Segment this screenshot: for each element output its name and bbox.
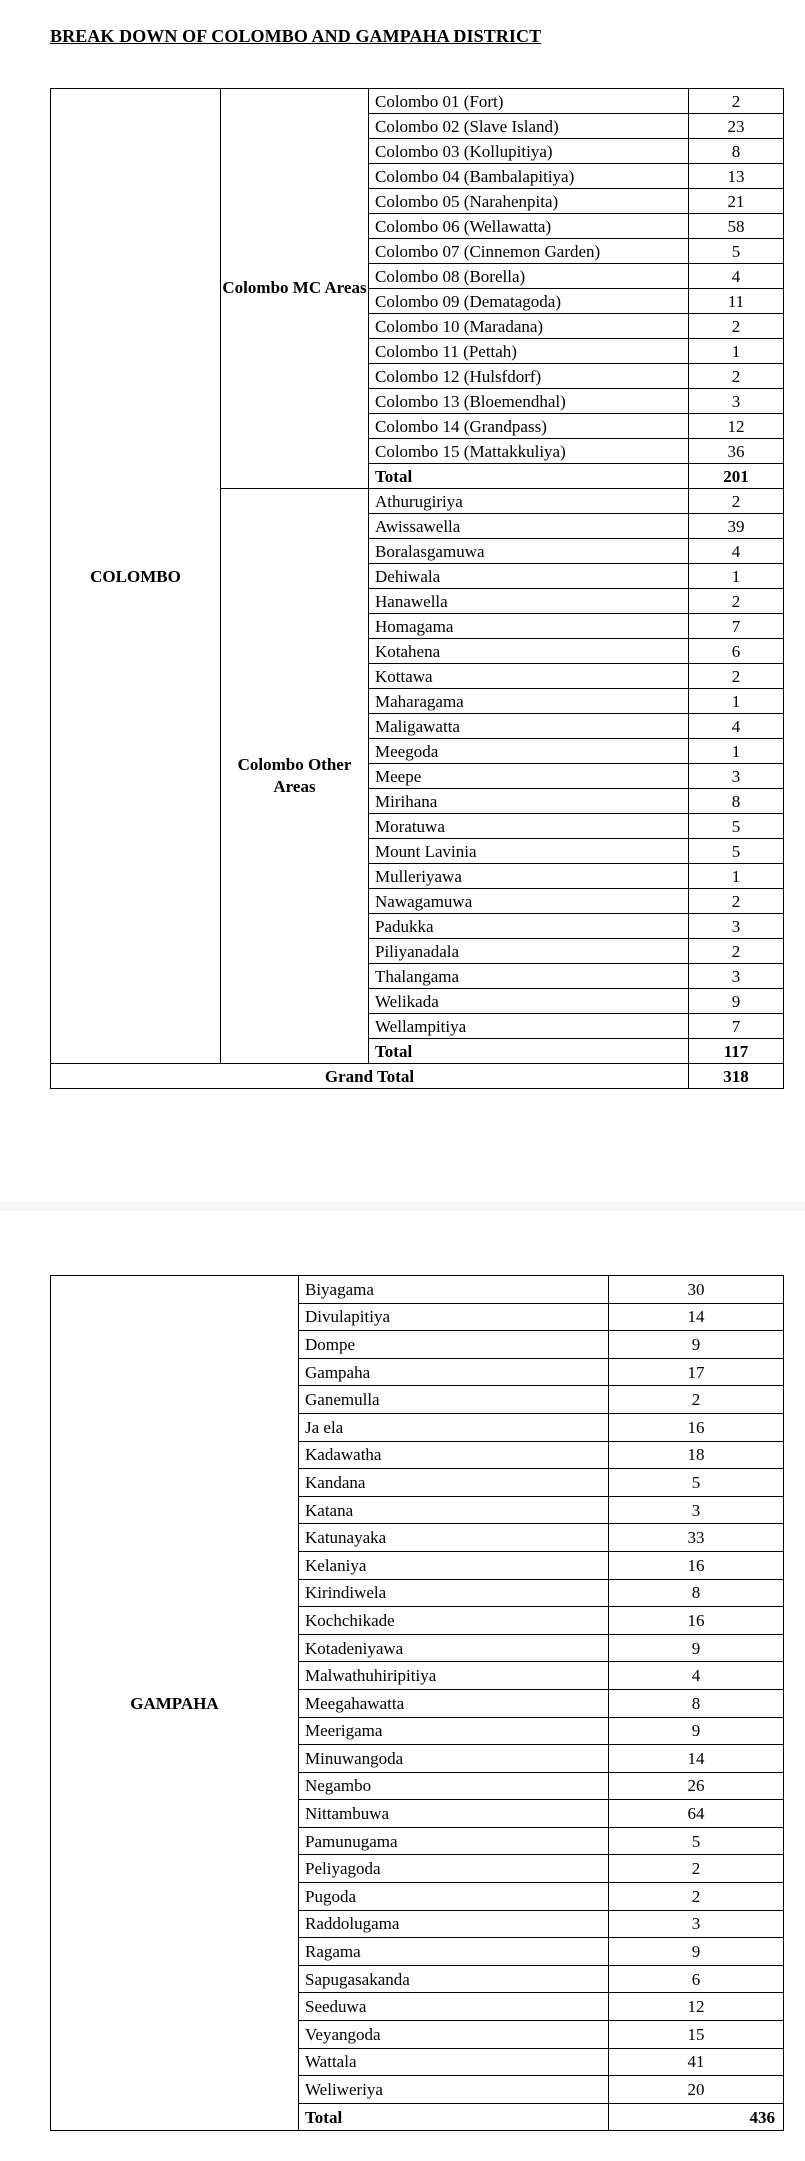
count-cell: 9 (609, 1331, 784, 1359)
subtotal-label: Total (369, 1039, 689, 1064)
area-name-cell: Pugoda (299, 1883, 609, 1911)
count-cell: 3 (609, 1910, 784, 1938)
count-cell: 3 (689, 764, 784, 789)
area-name-cell: Pamunugama (299, 1827, 609, 1855)
area-name-cell: Colombo 08 (Borella) (369, 264, 689, 289)
count-cell: 2 (689, 889, 784, 914)
area-name-cell: Maligawatta (369, 714, 689, 739)
count-cell: 7 (689, 1014, 784, 1039)
area-name-cell: Kochchikade (299, 1607, 609, 1635)
count-cell: 26 (609, 1772, 784, 1800)
area-name-cell: Colombo 02 (Slave Island) (369, 114, 689, 139)
gampaha-table (50, 1275, 784, 2131)
count-cell: 7 (689, 614, 784, 639)
area-name-cell: Kelaniya (299, 1551, 609, 1579)
area-name-cell: Colombo 01 (Fort) (369, 89, 689, 114)
count-cell: 3 (609, 1496, 784, 1524)
area-name-cell: Homagama (369, 614, 689, 639)
count-cell: 2 (689, 89, 784, 114)
area-name-cell: Dehiwala (369, 564, 689, 589)
district-cell-colombo: COLOMBO (51, 89, 221, 1064)
count-cell: 2 (689, 939, 784, 964)
count-cell: 5 (609, 1469, 784, 1497)
area-name-cell: Colombo 09 (Dematagoda) (369, 289, 689, 314)
count-cell: 4 (609, 1662, 784, 1690)
area-name-cell: Malwathuhiripitiya (299, 1662, 609, 1690)
area-name-cell: Colombo 07 (Cinnemon Garden) (369, 239, 689, 264)
area-name-cell: Dompe (299, 1331, 609, 1359)
area-name-cell: Colombo 03 (Kollupitiya) (369, 139, 689, 164)
area-name-cell: Weliweriya (299, 2076, 609, 2104)
count-cell: 9 (609, 1938, 784, 1966)
area-name-cell: Ja ela (299, 1413, 609, 1441)
total-label: Total (299, 2103, 609, 2131)
count-cell: 17 (609, 1358, 784, 1386)
area-name-cell: Colombo 12 (Hulsfdorf) (369, 364, 689, 389)
count-cell: 9 (609, 1717, 784, 1745)
area-name-cell: Padukka (369, 914, 689, 939)
count-cell: 2 (609, 1386, 784, 1414)
count-cell: 2 (689, 314, 784, 339)
document-page-2 (0, 1211, 805, 2161)
area-name-cell: Athurugiriya (369, 489, 689, 514)
area-name-cell: Colombo 13 (Bloemendhal) (369, 389, 689, 414)
count-cell: 8 (609, 1689, 784, 1717)
count-cell: 8 (689, 789, 784, 814)
area-name-cell: Meegoda (369, 739, 689, 764)
area-name-cell: Moratuwa (369, 814, 689, 839)
subtotal-value: 117 (689, 1039, 784, 1064)
area-name-cell: Nawagamuwa (369, 889, 689, 914)
count-cell: 16 (609, 1551, 784, 1579)
area-name-cell: Kadawatha (299, 1441, 609, 1469)
count-cell: 1 (689, 339, 784, 364)
area-name-cell: Meerigama (299, 1717, 609, 1745)
table-row (51, 1276, 784, 1304)
count-cell: 2 (689, 364, 784, 389)
area-name-cell: Peliyagoda (299, 1855, 609, 1883)
area-name-cell: Minuwangoda (299, 1745, 609, 1773)
count-cell: 21 (689, 189, 784, 214)
count-cell: 2 (689, 664, 784, 689)
count-cell: 3 (689, 914, 784, 939)
area-name-cell: Wattala (299, 2048, 609, 2076)
count-cell: 15 (609, 2021, 784, 2049)
count-cell: 16 (609, 1413, 784, 1441)
count-cell: 8 (689, 139, 784, 164)
area-name-cell: Maharagama (369, 689, 689, 714)
count-cell: 39 (689, 514, 784, 539)
area-name-cell: Kottawa (369, 664, 689, 689)
count-cell: 14 (609, 1745, 784, 1773)
area-name-cell: Veyangoda (299, 2021, 609, 2049)
area-name-cell: Colombo 15 (Mattakkuliya) (369, 439, 689, 464)
count-cell: 30 (609, 1276, 784, 1304)
area-name-cell: Mount Lavinia (369, 839, 689, 864)
count-cell: 41 (609, 2048, 784, 2076)
area-name-cell: Colombo 14 (Grandpass) (369, 414, 689, 439)
count-cell: 14 (609, 1303, 784, 1331)
area-name-cell: Kotadeniyawa (299, 1634, 609, 1662)
count-cell: 1 (689, 864, 784, 889)
district-cell-gampaha: GAMPAHA (51, 1276, 299, 2131)
area-name-cell: Gampaha (299, 1358, 609, 1386)
count-cell: 4 (689, 264, 784, 289)
count-cell: 20 (609, 2076, 784, 2104)
area-name-cell: Kotahena (369, 639, 689, 664)
count-cell: 13 (689, 164, 784, 189)
area-name-cell: Meegahawatta (299, 1689, 609, 1717)
area-name-cell: Colombo 06 (Wellawatta) (369, 214, 689, 239)
area-name-cell: Ganemulla (299, 1386, 609, 1414)
area-name-cell: Kirindiwela (299, 1579, 609, 1607)
count-cell: 12 (609, 1993, 784, 2021)
table-row (51, 89, 784, 114)
area-name-cell: Boralasgamuwa (369, 539, 689, 564)
area-name-cell: Katana (299, 1496, 609, 1524)
area-name-cell: Wellampitiya (369, 1014, 689, 1039)
count-cell: 6 (609, 1965, 784, 1993)
area-name-cell: Katunayaka (299, 1524, 609, 1552)
count-cell: 16 (609, 1607, 784, 1635)
grand-total-row (51, 1064, 784, 1089)
count-cell: 33 (609, 1524, 784, 1552)
area-name-cell: Ragama (299, 1938, 609, 1966)
count-cell: 23 (689, 114, 784, 139)
area-cell-mc: Colombo MC Areas (221, 89, 369, 489)
count-cell: 1 (689, 564, 784, 589)
area-name-cell: Divulapitiya (299, 1303, 609, 1331)
count-cell: 5 (689, 814, 784, 839)
total-value: 436 (609, 2103, 784, 2131)
count-cell: 9 (689, 989, 784, 1014)
count-cell: 2 (609, 1855, 784, 1883)
area-cell-other: Colombo Other Areas (221, 489, 369, 1064)
count-cell: 1 (689, 739, 784, 764)
count-cell: 64 (609, 1800, 784, 1828)
count-cell: 6 (689, 639, 784, 664)
area-name-cell: Colombo 04 (Bambalapitiya) (369, 164, 689, 189)
area-name-cell: Sapugasakanda (299, 1965, 609, 1993)
area-name-cell: Mulleriyawa (369, 864, 689, 889)
count-cell: 5 (689, 839, 784, 864)
count-cell: 11 (689, 289, 784, 314)
area-name-cell: Biyagama (299, 1276, 609, 1304)
area-name-cell: Colombo 05 (Narahenpita) (369, 189, 689, 214)
count-cell: 58 (689, 214, 784, 239)
area-name-cell: Colombo 11 (Pettah) (369, 339, 689, 364)
area-name-cell: Awissawella (369, 514, 689, 539)
count-cell: 18 (609, 1441, 784, 1469)
area-name-cell: Hanawella (369, 589, 689, 614)
count-cell: 3 (689, 389, 784, 414)
area-name-cell: Thalangama (369, 964, 689, 989)
subtotal-value: 201 (689, 464, 784, 489)
grand-total-value: 318 (689, 1064, 784, 1089)
count-cell: 2 (689, 489, 784, 514)
area-name-cell: Meepe (369, 764, 689, 789)
area-name-cell: Seeduwa (299, 1993, 609, 2021)
subtotal-label: Total (369, 464, 689, 489)
count-cell: 5 (689, 239, 784, 264)
count-cell: 12 (689, 414, 784, 439)
count-cell: 4 (689, 539, 784, 564)
area-name-cell: Colombo 10 (Maradana) (369, 314, 689, 339)
grand-total-label: Grand Total (51, 1064, 689, 1089)
count-cell: 9 (609, 1634, 784, 1662)
count-cell: 3 (689, 964, 784, 989)
area-name-cell: Negambo (299, 1772, 609, 1800)
area-name-cell: Welikada (369, 989, 689, 1014)
area-name-cell: Raddolugama (299, 1910, 609, 1938)
document-title: BREAK DOWN OF COLOMBO AND GAMPAHA DISTRICT (50, 26, 542, 46)
colombo-table (50, 88, 784, 1089)
count-cell: 2 (689, 589, 784, 614)
count-cell: 1 (689, 689, 784, 714)
area-name-cell: Kandana (299, 1469, 609, 1497)
count-cell: 8 (609, 1579, 784, 1607)
area-name-cell: Mirihana (369, 789, 689, 814)
count-cell: 5 (609, 1827, 784, 1855)
count-cell: 2 (609, 1883, 784, 1911)
count-cell: 36 (689, 439, 784, 464)
area-name-cell: Piliyanadala (369, 939, 689, 964)
count-cell: 4 (689, 714, 784, 739)
area-name-cell: Nittambuwa (299, 1800, 609, 1828)
